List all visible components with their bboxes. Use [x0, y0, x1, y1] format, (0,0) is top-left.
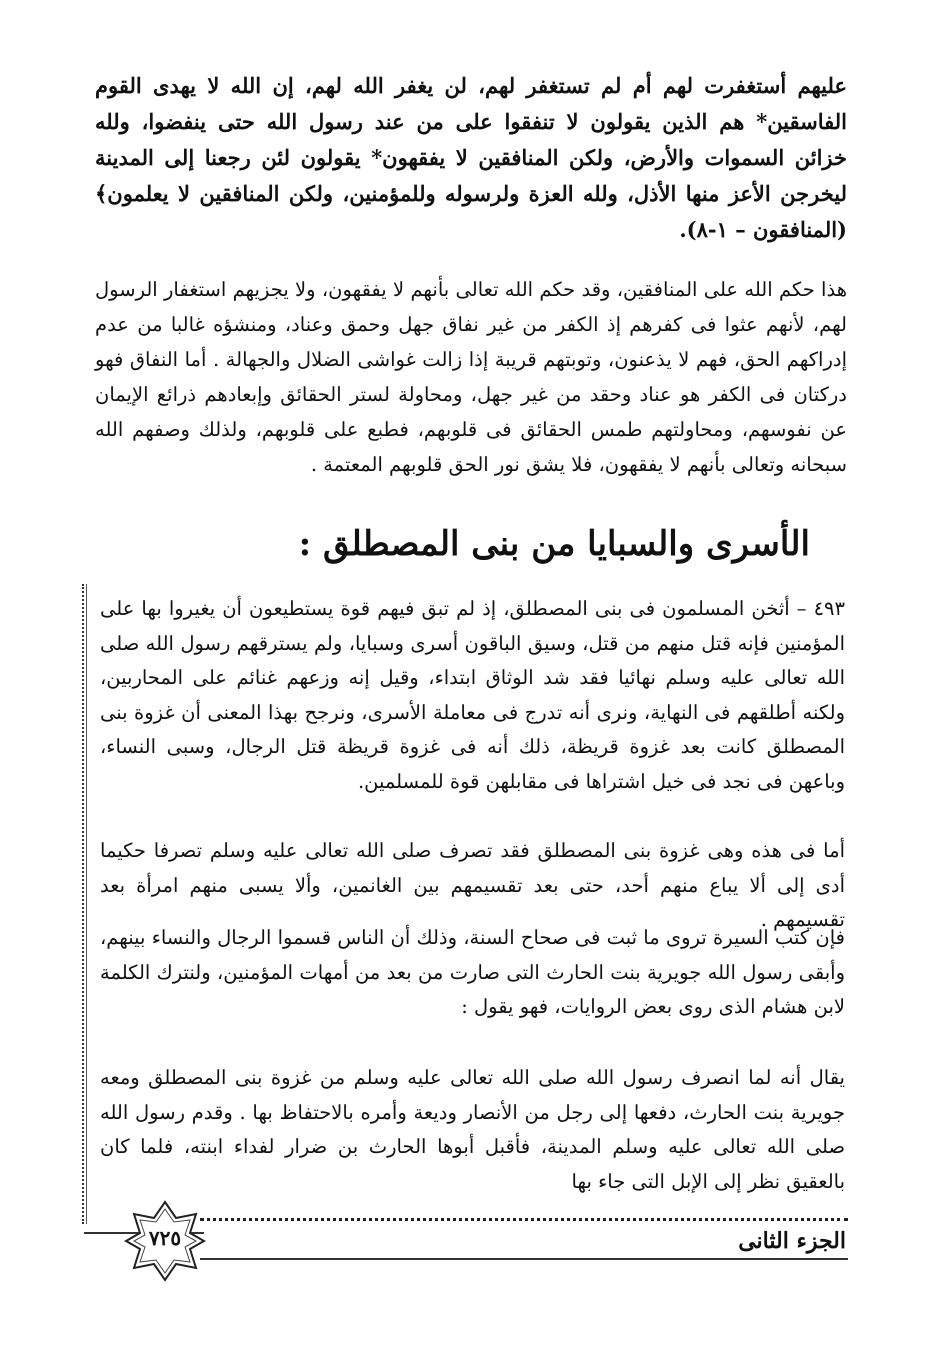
paragraph-ibn-hisham: يقال أنه لما انصرف رسول الله صلى الله تعالى عليه وسلم من غزوة بنى المصطلق ومعه جويرية بنت الحارث، دفعها إلى رجل من الأنصار وديعة وأمره بالاحتفاظ بها . وقدم رسول الله صلى الله تعالى عليه وسلم المدينة، فأقبل أبوها الحارث بن ضرار لفداء ابنته، فلما كان بالعقيق نظر إلى الإبل التى جاء بها: [100, 1066, 845, 1193]
quran-verse-block: عليهم أستغفرت لهم أم لم تستغفر لهم، لن يغفر الله لهم، إن الله لا يهدى القوم الفاسقين* هم الذين يقولون لا تنفقوا على من عند رسول الله حتى ينفضوا، ولله خزائن السموات والأرض، ولكن المنافقين لا يفقهون* يقولون لئن رجعنا إلى المدينة ليخرجن الأعز منها الأذل، ولله العزة ولرسوله وللمؤمنين، ولكن المنافقين لا يعلمون﴾ (المنافقون – ١-٨).: [95, 73, 847, 242]
commentary-paragraph: هذا حكم الله على المنافقين، وقد حكم الله تعالى بأنهم لا يفقهون، ولا يجزيهم استغفار الرسول لهم، لأنهم عثوا فى كفرهم إذ الكفر من غير نفاق جهل وحمق وعناد، ومنشؤه غالبا من عدم إدراكهم الحق، فهم لا يذعنون، وتوبتهم قريبة إذا زالت غواشى الضلال والجهالة . أما النفاق فهو دركتان فى الكفر هو عناد وحقد من غير جهل، ومحاولة لستر الحقائق وإبعادهم ذرائع الإيمان عن نفوسهم، ومحاولتهم طمس الحقائق فى قلوبهم، فطبع على قلوبهم، ولذلك وصفهم الله سبحانه وتعالى بأنهم لا يفقهون، فلا يشق نور الحق قلوبهم المعتمة .: [95, 278, 847, 476]
paragraph-sira-books: فإن كتب السيرة تروى ما ثبت فى صحاح السنة، وذلك أن الناس قسموا الرجال والنساء بينهم، وأبقى رسول الله جويرية بنت الحارث التى صارت من بعد من أمهات المؤمنين، ولنترك الكلمة لابن هشام الذى روى بعض الروايات، فهو يقول :: [100, 926, 845, 1018]
footer-bottom-rule: [200, 1258, 848, 1260]
section-heading: الأسرى والسبايا من بنى المصطلق :: [298, 524, 810, 564]
section-border-dotted: [82, 584, 84, 1224]
volume-label: الجزء الثانى: [738, 1228, 846, 1254]
section-border-solid: [86, 584, 87, 1224]
footer-dotted-rule: [200, 1218, 848, 1221]
paragraph-493: ٤٩٣ – أثخن المسلمون فى بنى المصطلق، إذ لم تبق فيهم قوة يستطيعون أن يغيروا بها على المؤمنين فإنه قتل منهم من قتل، وسيق الباقون أسرى وسبايا، ولم يسترقهم رسول الله صلى الله تعالى عليه وسلم نهائيا فقد شد الوثاق ابتداء، وقيل إنه وزعهم غنائم على المحاربين، ولكنه أطلقهم فى النهاية، ونرى أنه تدرج فى معاملة الأسرى، ونرجح بهذا المعنى أن غزوة بنى المصطلق كانت بعد غزوة قريظة، ذلك أنه فى غزوة قريظة قتل الرجال، وسبى النساء، وباعهن فى نجد فى خيل اشتراها فى مقابلهن قوة للمسلمين.: [100, 597, 845, 793]
paragraph-banu-mustaliq: أما فى هذه وهى غزوة بنى المصطلق فقد تصرف صلى الله تعالى عليه وسلم تصرفا حكيما أدى إلى ألا يباع منهم أحد، حتى بعد تقسيمهم بين الغانمين، وألا يسبى منهم امرأة بعد تقسيمهم .: [100, 839, 845, 931]
page-number: ٧٢٥: [148, 1226, 182, 1250]
